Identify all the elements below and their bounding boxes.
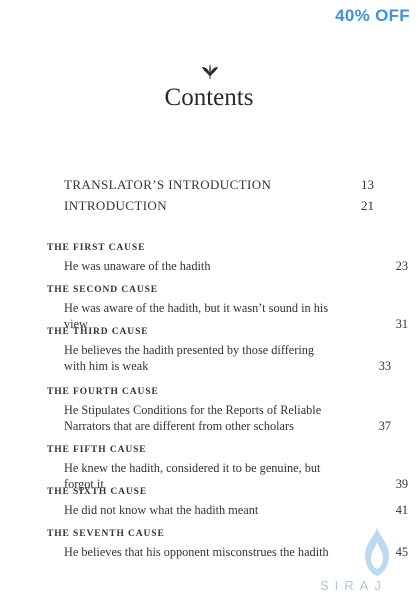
toc-cause-4[interactable] [47, 385, 391, 434]
cause-heading: THE SECOND CAUSE [47, 285, 159, 295]
watermark-text: SIRAJ [320, 578, 387, 593]
cause-description: He did not know what the hadith meant 41 [64, 503, 408, 517]
cause-description: He Stipulates Conditions for the Reports of Reliable Narrators that are different from other scholars 37 [64, 403, 391, 433]
cause-description: He knew the hadith, considered it to be genuine, but forgot it 39 [64, 461, 408, 491]
page-title: Contents [164, 84, 254, 111]
cause-heading: THE SEVENTH CAUSE [47, 529, 165, 539]
cause-description: He believes that his opponent misconstrues the hadith 45 [64, 545, 408, 559]
toc-entry-label: INTRODUCTION [64, 198, 168, 213]
cause-description: He believes the hadith presented by those differing with him is weak 33 [64, 343, 391, 373]
toc-entry-translators-introduction[interactable] [64, 177, 374, 193]
cause-heading: THE SIXTH CAUSE [47, 487, 148, 497]
cause-page: 33 [378, 359, 391, 373]
cause-page: 31 [395, 317, 408, 331]
toc-cause-6[interactable] [47, 485, 408, 518]
cause-description: He was unaware of the hadith 23 [64, 259, 408, 273]
toc-cause-1[interactable] [47, 241, 408, 274]
cause-page: 23 [395, 259, 408, 273]
cause-page: 45 [395, 545, 408, 559]
toc-cause-3[interactable] [47, 325, 391, 374]
cause-page: 37 [378, 419, 391, 433]
discount-badge: 40% OFF [335, 6, 410, 25]
cause-page: 39 [395, 477, 408, 491]
cause-heading: THE FIRST CAUSE [47, 243, 146, 253]
cause-page: 41 [395, 503, 408, 517]
toc-cause-7[interactable] [47, 527, 408, 560]
toc-entry-page: 13 [361, 177, 374, 192]
toc-entry-page: 21 [361, 198, 374, 213]
toc-entry-label: TRANSLATOR’S INTRODUCTION [64, 177, 272, 192]
cause-heading: THE THIRD CAUSE [47, 327, 149, 337]
toc-entry-introduction[interactable] [64, 198, 374, 214]
cause-heading: THE FOURTH CAUSE [47, 387, 159, 397]
leaf-ornament-icon [201, 63, 219, 79]
cause-description: He was aware of the hadith, but it wasn’t sound in his view 31 [64, 301, 408, 331]
cause-heading: THE FIFTH CAUSE [47, 445, 147, 455]
